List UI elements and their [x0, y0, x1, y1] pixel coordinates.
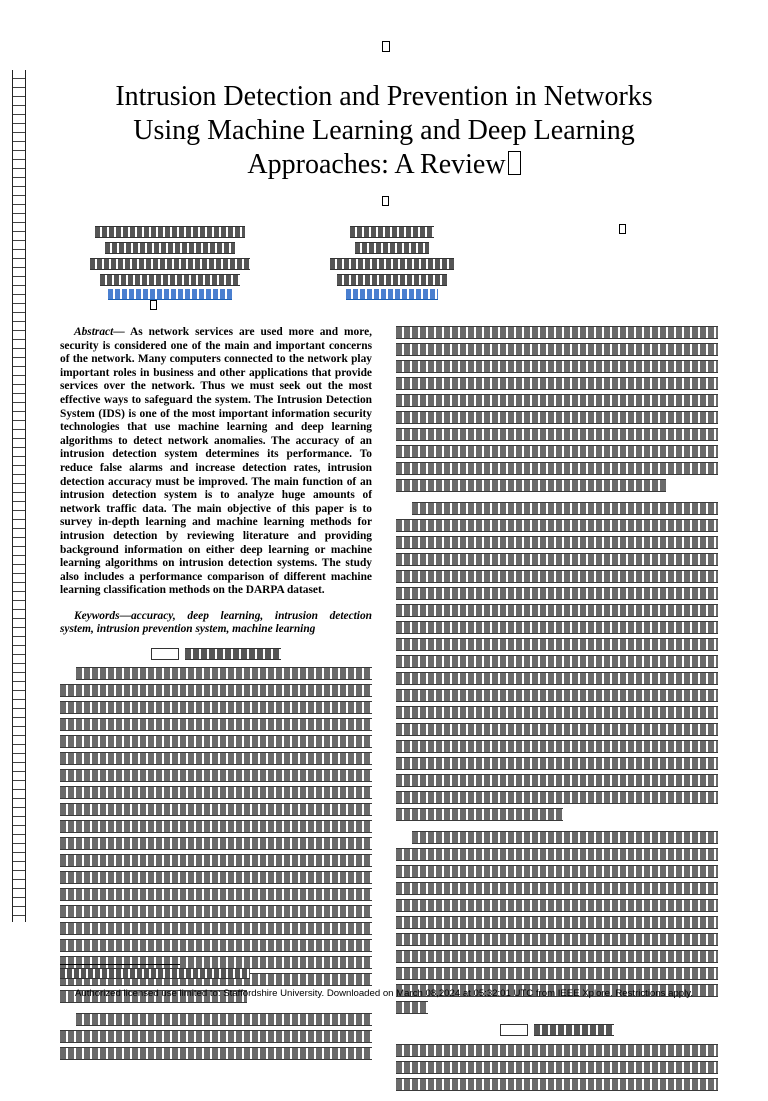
keywords: Keywords—accuracy, deep learning, intrusion detection system, intrusion prevention system, machine learning [60, 609, 372, 636]
license-notice: Authorized licensed use limited to: Staffordshire University. Downloaded on March 08,2024 at 05:32:01 UTC from IEEE Xplore. Restrictions apply. [74, 988, 694, 999]
abstract: Abstract— As network services are used more and more, security is considered one of the main and important concerns of the network. Many computers connected to the network play important roles in business and other applications that provide services over the network. Thus we must seek out the most effective ways to safeguard the system. The Intrusion Detection System (IDS) is one of the most important information security technologies that use machine learning and deep learning algorithms to detect network anomalies. The accuracy of an intrusion detection system determines its performance. To reduce false alarms and increase detection rates, intrusion detection accuracy must be improved. The main function of an intrusion detection system is to analyze huge amounts of network traffic data. The main objective of this paper is to survey in-depth learning and machine learning methods for intrusion detection by reviewing literature and providing background information on either deep learning or machine learning algorithms on intrusion detection systems. The study also includes a performance comparison of different machine learning classification methods on the DARPA dataset. [60, 326, 372, 597]
footnote-rule [60, 964, 180, 965]
right-paragraph-2 [396, 502, 718, 821]
section-heading-introduction [60, 647, 372, 659]
author-block-2 [328, 222, 456, 300]
title-line-1: Intrusion Detection and Prevention in Networks [115, 81, 653, 112]
missing-glyph-box [508, 151, 521, 175]
right-column [396, 326, 718, 1101]
title-line-3: Approaches: A Review [60, 148, 708, 182]
left-column [60, 326, 372, 1070]
paper-title [60, 80, 708, 182]
author-email-link[interactable] [108, 289, 232, 300]
right-paragraph-3 [396, 831, 718, 1014]
author-email-link[interactable] [346, 289, 438, 300]
right-paragraph-1 [396, 326, 718, 492]
intro-paragraph-1 [60, 667, 372, 1003]
margin-barcode-strip [12, 70, 26, 922]
section-heading-2 [396, 1024, 718, 1036]
right-paragraph-4 [396, 1044, 718, 1091]
missing-glyph-box [150, 300, 157, 310]
footnote [60, 968, 250, 979]
intro-paragraph-2 [60, 1013, 372, 1060]
missing-glyph-box [382, 196, 389, 206]
missing-glyph-box [382, 41, 390, 52]
missing-glyph-box [619, 224, 626, 234]
title-line-2: Using Machine Learning and Deep Learning [133, 115, 635, 146]
author-block-1 [86, 222, 254, 300]
